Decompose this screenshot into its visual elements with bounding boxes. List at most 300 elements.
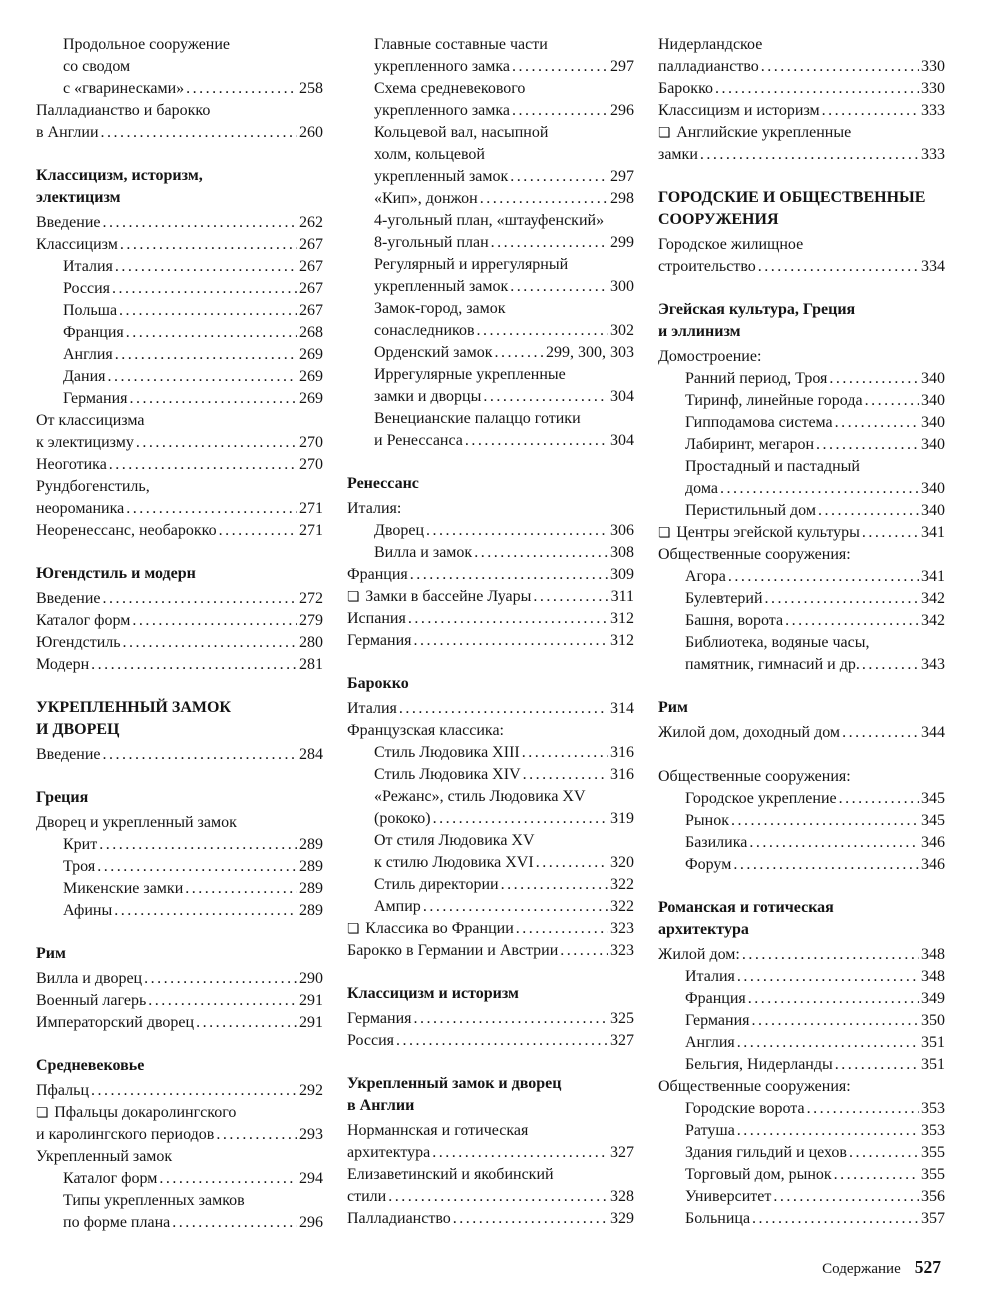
toc-entry [36,900,323,922]
page-number: 289 [299,902,323,919]
entry-title: в Англии [36,124,99,141]
toc-entry [347,1208,634,1230]
dot-leader [522,742,608,764]
entry-line [685,1186,945,1208]
dot-leader [807,1098,919,1120]
page-number: 267 [299,280,323,297]
toc-entry [347,1008,634,1030]
entry-line [374,56,634,78]
toc-entry [658,1208,945,1230]
entry-title: палладианство [658,58,759,75]
entry-title: Афины [63,902,113,919]
toc-entry [658,566,945,588]
entry-title: Италия [685,968,735,985]
entry-title: Главные составные части [374,36,548,53]
entry-title: Пфальцы докаролингского [54,1104,237,1121]
entry-line [36,410,323,432]
entry-title: Дворец [374,522,425,539]
entry-title: Жилой дом: [658,946,740,963]
entry-title: Орденский замок [374,344,493,361]
entry-line [374,874,634,896]
dot-leader [742,944,919,966]
page-number: 345 [921,790,945,807]
page-number: 357 [921,1210,945,1227]
entry-title: Базилика [685,834,748,851]
toc-entry [658,234,945,278]
entry-line [36,476,323,498]
entry-line [685,788,945,810]
dot-leader [159,1168,297,1190]
entry-line [36,234,323,256]
section-heading [36,697,323,741]
entry-line [36,632,323,654]
entry-title: От классицизма [36,412,145,429]
entry-title: Германия [685,1012,750,1029]
page-number: 302 [610,322,634,339]
text-line: Общественные сооружения: [658,546,851,563]
dot-leader [396,1030,608,1052]
entry-title: Лабиринт, мегарон [685,436,815,453]
entry-line [685,1208,945,1230]
toc-entry [36,410,323,454]
entry-line [685,854,945,876]
entry-title: 8-угольный план [374,234,489,251]
entry-line [347,630,634,652]
entry-title: Здания гильдий и цехов [685,1144,847,1161]
page-number: 333 [921,102,945,119]
toc-entry [36,1190,323,1234]
page-number: 314 [610,700,634,717]
dot-leader [114,900,297,922]
page-number: 341 [921,524,945,541]
toc-entry [658,368,945,390]
entry-line [374,232,634,254]
dot-leader [523,764,608,786]
toc-entry [36,34,323,100]
entry-line [36,588,323,610]
toc-entry [347,918,634,940]
page-number: 260 [299,124,323,141]
dot-leader [839,788,919,810]
dot-leader [91,654,297,676]
entry-line [374,808,634,830]
group-label [658,346,945,368]
group-label [36,812,323,834]
checkbox-icon: ❏ [347,921,360,937]
dot-leader [477,320,608,342]
entry-line [36,990,323,1012]
dot-leader [510,276,608,298]
entry-line [63,78,323,100]
entry-line [374,254,634,276]
page-number: 340 [921,370,945,387]
page-number: 304 [610,432,634,449]
entry-line [685,434,945,456]
entry-title: Ранний период, Троя [685,370,828,387]
dot-leader [752,1010,920,1032]
page-number: 330 [921,80,945,97]
entry-title: Центры эгейской культуры [676,524,860,541]
toc-entry [658,390,945,412]
entry-line [685,390,945,412]
entry-title: Каталог форм [36,612,131,629]
entry-line [374,742,634,764]
toc-entry [347,874,634,896]
dot-leader [752,1208,919,1230]
dot-leader [822,100,919,122]
text-line: Средневековье [36,1057,145,1074]
toc-entry [36,968,323,990]
dot-leader [185,878,297,900]
page-number: 299, 300, 303 [546,344,634,361]
entry-title: Булевтерий [685,590,763,607]
entry-title: Замки в бассейне Луары [365,588,532,605]
section-heading [347,473,634,495]
entry-line [685,654,945,676]
entry-title: Англия [63,346,113,363]
toc-entry [658,1142,945,1164]
entry-title: Гипподамова система [685,414,833,431]
toc-column-2 [347,34,634,1230]
toc-entry [36,256,323,278]
entry-line [685,632,945,654]
dot-leader [414,1008,609,1030]
footer-section-label: Содержание [822,1261,901,1277]
toc-entry [36,234,323,256]
entry-title: Ампир [374,898,421,915]
dot-leader [720,478,919,500]
entry-line [658,256,945,278]
toc-entry [658,988,945,1010]
toc-entry [36,834,323,856]
page-number: 349 [921,990,945,1007]
entry-line [36,1102,323,1124]
page-number: 340 [921,414,945,431]
entry-title: Агора [685,568,726,585]
entry-title: Италия [347,700,397,717]
entry-title: Италия [63,258,113,275]
page-number: 323 [610,942,634,959]
dot-leader [388,1186,608,1208]
dot-leader [835,1054,919,1076]
page-number: 292 [299,1082,323,1099]
toc-entry [658,456,945,500]
entry-line [63,56,323,78]
toc-entry [36,344,323,366]
page-number: 342 [921,590,945,607]
text-line: в Англии [347,1097,415,1114]
entry-line [63,34,323,56]
toc-entry [36,476,323,520]
page-number: 351 [921,1056,945,1073]
toc-entry [658,122,945,166]
page-number: 328 [610,1188,634,1205]
dot-leader [103,588,298,610]
text-line: Рим [36,945,66,962]
entry-title: Рундбогенстиль, [36,478,150,495]
entry-line [374,298,634,320]
page-number: 268 [299,324,323,341]
entry-line [347,1142,634,1164]
page-number: 345 [921,812,945,829]
dot-leader [731,810,919,832]
dot-leader [715,78,919,100]
toc-entry [347,586,634,608]
dot-leader [108,366,298,388]
entry-title: Каталог форм [63,1170,158,1187]
entry-title: строительство [658,258,756,275]
entry-title: Жилой дом, доходный дом [658,724,841,741]
entry-title: к стилю Людовика XVI [374,854,534,871]
entry-line [36,100,323,122]
toc-entry [36,588,323,610]
toc-entry [658,966,945,988]
page-number: 353 [921,1122,945,1139]
entry-line [347,608,634,630]
dot-leader [785,610,919,632]
entry-title: стили [347,1188,387,1205]
toc-entry [347,1120,634,1164]
entry-line [374,210,634,232]
group-label [347,720,634,742]
entry-line [374,830,634,852]
dot-leader [136,432,297,454]
entry-line [658,144,945,166]
entry-line [374,364,634,386]
toc-entry [347,188,634,210]
entry-line [36,212,323,234]
toc-entry [347,608,634,630]
dot-leader [91,1080,297,1102]
entry-title: Россия [63,280,111,297]
entry-line [685,500,945,522]
page-number: 300 [610,278,634,295]
toc-entry [347,1164,634,1208]
dot-leader [109,454,297,476]
section-heading [347,1073,634,1117]
toc-column-1 [36,34,323,1234]
entry-line [63,388,323,410]
text-line: И ДВОРЕЦ [36,721,120,738]
entry-title: и каролингского периодов [36,1126,215,1143]
entry-line [658,122,945,144]
entry-line [347,586,634,608]
entry-title: Венецианские палаццо готики [374,410,581,427]
page-number: 269 [299,390,323,407]
entry-line [374,520,634,542]
toc-entry [347,342,634,364]
toc-entry [347,210,634,254]
entry-title: к электицизму [36,434,134,451]
page-number: 306 [610,522,634,539]
entry-title: Германия [63,390,128,407]
dot-leader [120,234,297,256]
dot-leader [748,988,919,1010]
entry-line [347,1186,634,1208]
dot-leader [480,188,608,210]
dot-leader [97,856,297,878]
text-line: Греция [36,789,89,806]
entry-title: Барокко [658,80,714,97]
entry-title: укрепленный замок [374,278,509,295]
dot-leader [132,610,297,632]
page-number: 280 [299,634,323,651]
toc-entry [658,610,945,632]
section-heading [36,563,323,585]
entry-line [374,166,634,188]
page-number: 297 [610,168,634,185]
text-line: Дворец и укрепленный замок [36,814,237,831]
dot-leader [700,144,919,166]
toc-entry [36,520,323,542]
entry-title: Военный лагерь [36,992,147,1009]
entry-title: Палладианство [347,1210,451,1227]
page-number: 350 [921,1012,945,1029]
toc-entry [658,810,945,832]
page-number: 348 [921,946,945,963]
entry-line [374,276,634,298]
page-number: 348 [921,968,945,985]
dot-leader [433,808,608,830]
toc-entry [347,1030,634,1052]
entry-line [685,966,945,988]
page-number: 289 [299,858,323,875]
entry-title: Башня, ворота [685,612,784,629]
group-label [658,544,945,566]
dot-leader [112,278,297,300]
page-number: 356 [921,1188,945,1205]
dot-leader [410,564,608,586]
entry-title: Рынок [685,812,729,829]
text-line: Италия: [347,500,402,517]
page-number: 296 [610,102,634,119]
section-heading [36,165,323,209]
text-line: УКРЕПЛЕННЫЙ ЗАМОК [36,699,232,716]
entry-line [347,1030,634,1052]
entry-title: Франция [63,324,124,341]
page-number: 344 [921,724,945,741]
entry-line [347,564,634,586]
entry-line [374,78,634,100]
page-number: 290 [299,970,323,987]
page-number: 322 [610,876,634,893]
text-line: Югендстиль и модерн [36,565,196,582]
dot-leader [103,212,298,234]
page-number: 341 [921,568,945,585]
toc-entry [36,610,323,632]
toc-entry [36,990,323,1012]
entry-line [658,100,945,122]
entry-title: Типы укрепленных замков [63,1192,245,1209]
entry-title: Барокко в Германии и Австрии [347,942,559,959]
toc-entry [347,630,634,652]
entry-line [685,478,945,500]
entry-line [63,300,323,322]
entry-line [347,1164,634,1186]
text-line: Рим [658,699,688,716]
page-number: 351 [921,1034,945,1051]
dot-leader [216,1124,297,1146]
page-number: 346 [921,834,945,851]
toc-entry [36,1012,323,1034]
entry-line [685,456,945,478]
entry-title: Университет [685,1188,772,1205]
dot-leader [758,256,919,278]
page-number: 342 [921,612,945,629]
entry-title: Неоготика [36,456,107,473]
dot-leader [494,342,544,364]
entry-line [63,256,323,278]
entry-title: Франция [347,566,408,583]
entry-line [36,122,323,144]
entry-line [374,542,634,564]
toc-entry [347,830,634,874]
entry-line [63,344,323,366]
dot-leader [501,874,608,896]
dot-leader [119,300,297,322]
toc-entry [347,122,634,188]
page-number: 267 [299,302,323,319]
dot-leader [474,542,608,564]
entry-title: Норманнская и готическая [347,1122,529,1139]
page-number: 279 [299,612,323,629]
entry-line [374,764,634,786]
toc-entry [36,654,323,676]
entry-title: Классика во Франции [365,920,514,937]
entry-line [347,1208,634,1230]
text-line: и эллинизм [658,323,741,340]
page-number: 322 [610,898,634,915]
entry-title: со сводом [63,58,131,75]
entry-line [347,698,634,720]
toc-entry [658,78,945,100]
page-number: 270 [299,456,323,473]
section-heading [36,787,323,809]
entry-title: Польша [63,302,118,319]
page-number: 267 [299,236,323,253]
entry-title: укрепленный замок [374,168,509,185]
entry-title: Россия [347,1032,395,1049]
dot-leader [733,854,919,876]
page-number: 297 [610,58,634,75]
page-number: 311 [610,588,634,605]
page-number: 346 [921,856,945,873]
entry-title: укрепленного замка [374,102,510,119]
dot-leader [219,520,297,542]
entry-line [36,432,323,454]
toc-entry [658,832,945,854]
dot-leader [761,56,919,78]
entry-line [685,566,945,588]
entry-line [685,1120,945,1142]
entry-line [685,1098,945,1120]
toc-entry [36,300,323,322]
entry-title: Регулярный и иррегулярный [374,256,569,273]
page-number: 269 [299,368,323,385]
entry-line [63,834,323,856]
entry-line [685,1054,945,1076]
dot-leader [862,522,919,544]
entry-title: укрепленного замка [374,58,510,75]
entry-title: Введение [36,590,101,607]
page-number: 329 [610,1210,634,1227]
page-number: 269 [299,346,323,363]
entry-title: Испания [347,610,406,627]
entry-line [685,368,945,390]
entry-line [36,744,323,766]
dot-leader [103,744,298,766]
entry-title: Схема средневекового [374,80,526,97]
